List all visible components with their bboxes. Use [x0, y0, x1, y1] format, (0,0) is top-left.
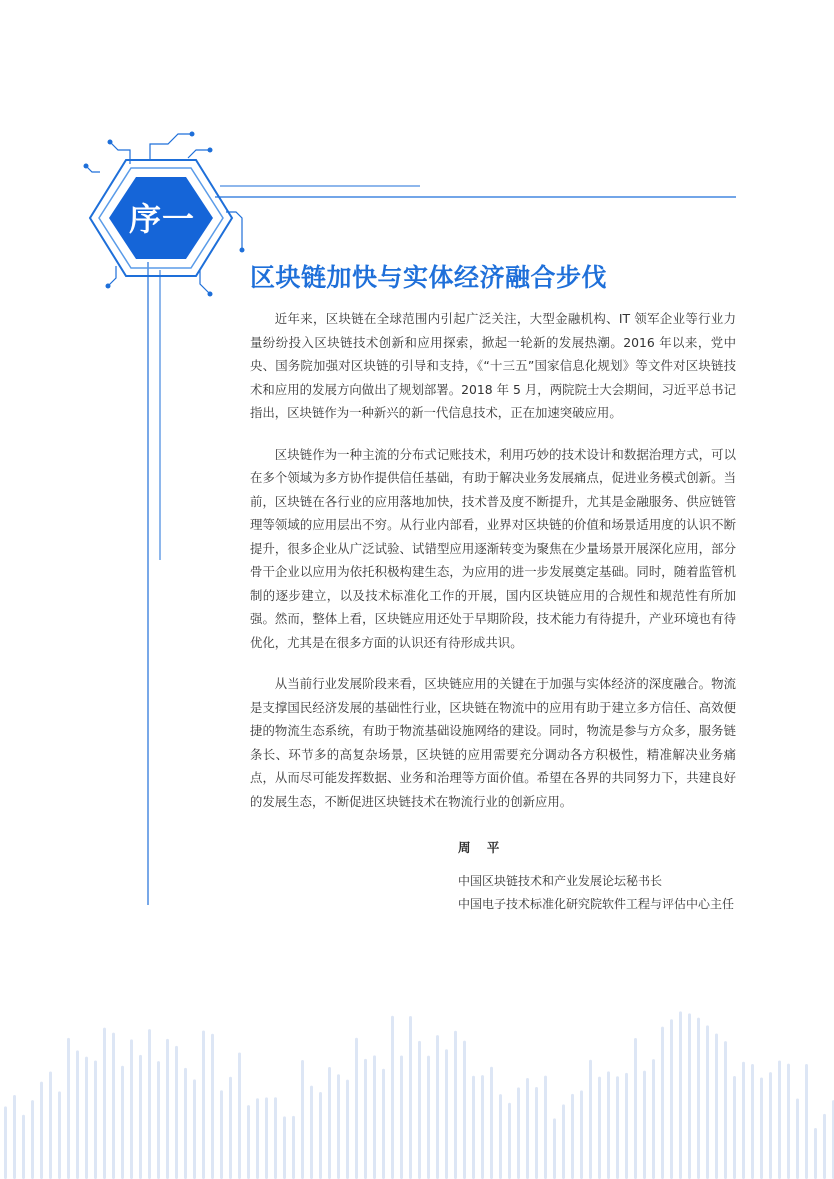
author-title-2: 中国电子技术标准化研究院软件工程与评估中心主任	[458, 897, 735, 911]
decorative-bar	[67, 1038, 70, 1179]
decorative-bar	[148, 1029, 151, 1179]
decorative-bar	[670, 1019, 673, 1179]
decorative-bar	[427, 1056, 430, 1179]
decorative-bar	[796, 1098, 799, 1179]
author-title-1: 中国区块链技术和产业发展论坛秘书长	[458, 874, 663, 888]
decorative-bar	[715, 1034, 718, 1179]
decorative-bar	[481, 1075, 484, 1179]
decorative-bar	[94, 1061, 97, 1179]
decorative-bar	[157, 1061, 160, 1179]
decorative-bar	[535, 1087, 538, 1179]
decorative-bar	[166, 1039, 169, 1179]
decorative-bar	[544, 1076, 547, 1179]
decorative-bar	[373, 1055, 376, 1179]
page-title: 区块链加快与实体经济融合步伐	[250, 263, 608, 292]
decorative-bar	[571, 1094, 574, 1179]
decorative-bar	[391, 1016, 394, 1179]
decorative-bar	[364, 1059, 367, 1179]
decorative-bar	[814, 1128, 817, 1179]
decorative-bar	[688, 1013, 691, 1179]
decorative-bar	[787, 1064, 790, 1179]
decorative-bar	[256, 1098, 259, 1179]
preface-body	[250, 307, 736, 831]
decorative-bar	[49, 1072, 52, 1179]
decorative-bar	[706, 1025, 709, 1179]
paragraph-1: 近年来，区块链在全球范围内引起广泛关注，大型金融机构、IT 领军企业等行业力量纷纷投入区块链技术创新和应用探索，掀起一轮新的发展热潮。2016 年以来，党中央、国务院加强对区块链的引导和支持，《“十三五”国家信息化规划》等文件对区块链技术和应用的发展方向做出了规划部署。2018 年 5 月，两院院士大会期间，习近平总书记指出，区块链作为一种新兴的新一代信息技术，正在加速突破应用。	[250, 311, 736, 420]
decorative-bar	[355, 1038, 358, 1179]
decorative-bar	[265, 1097, 268, 1179]
decorative-bar	[301, 1060, 304, 1179]
decorative-bar	[472, 1076, 475, 1179]
decorative-bar	[184, 1068, 187, 1179]
decorative-bar	[598, 1077, 601, 1179]
decorative-bar	[553, 1118, 556, 1179]
decorative-bar	[463, 1041, 466, 1179]
decorative-bar	[202, 1030, 205, 1179]
decorative-bar	[211, 1034, 214, 1179]
decorative-bar	[13, 1095, 16, 1179]
decorative-bar	[454, 1031, 457, 1179]
decorative-bar	[733, 1076, 736, 1179]
decorative-bar	[337, 1074, 340, 1179]
decorative-bar	[652, 1059, 655, 1179]
decorative-bar	[436, 1035, 439, 1179]
decorative-bar	[400, 1056, 403, 1179]
decorative-bar	[121, 1066, 124, 1179]
decorative-bar	[661, 1027, 664, 1179]
decorative-bar	[193, 1079, 196, 1179]
paragraph-2: 区块链作为一种主流的分布式记账技术，利用巧妙的技术设计和数据治理方式，可以在多个领域为多方协作提供信任基础，有助于解决业务发展痛点，促进业务模式创新。当前，区块链在各行业的应用落地加快，技术普及度不断提升，尤其是金融服务、供应链管理等领域的应用层出不穷。从行业内部看，业界对区块链的价值和场景适用度的认识不断提升，很多企业从广泛试验、试错型应用逐渐转变为聚焦在少量场景开展深化应用，部分骨干企业以应用为依托积极构建生态，为应用的进一步发展奠定基础。同时，随着监管机制的逐步建立，以及技术标准化工作的开展，国内区块链应用的合规性和规范性有所加强。然而，整体上看，区块链应用还处于早期阶段，技术能力有待提升，产业环境也有待优化，尤其是在很多方面的认识还有待形成共识。	[250, 446, 736, 650]
decorative-bar	[490, 1067, 493, 1179]
decorative-bar	[805, 1064, 808, 1179]
decorative-bar	[220, 1090, 223, 1179]
decorative-bar	[292, 1116, 295, 1179]
author-name: 周 平	[458, 840, 506, 855]
decorative-bar	[130, 1039, 133, 1179]
decorative-bar	[247, 1105, 250, 1179]
decorative-bar	[418, 1041, 421, 1179]
decorative-bar	[112, 1033, 115, 1179]
decorative-bar	[508, 1103, 511, 1179]
decorative-bar	[85, 1057, 88, 1179]
decorative-bar	[346, 1080, 349, 1179]
decorative-bar	[382, 1069, 385, 1179]
decorative-bar	[562, 1104, 565, 1179]
decorative-bar	[76, 1050, 79, 1179]
decorative-bar	[328, 1067, 331, 1179]
preface-badge-label: 序一	[128, 200, 195, 238]
decorative-bar	[589, 1060, 592, 1179]
decorative-bar	[22, 1115, 25, 1179]
paragraph-3: 从当前行业发展阶段来看，区块链应用的关键在于加强与实体经济的深度融合。物流是支撑国民经济发展的基础性行业，区块链在物流中的应用有助于建立多方信任、高效便捷的物流生态系统，有助于物流基础设施网络的建设。同时，物流是参与方众多，服务链条长、环节多的高复杂场景，区块链的应用需要充分调动各方积极性，精准解决业务痛点，从而尽可能发挥数据、业务和治理等方面价值。希望在各界的共同努力下，共建良好的发展生态，不断促进区块链技术在物流行业的创新应用。	[250, 676, 736, 809]
decorative-bar	[4, 1106, 7, 1179]
decorative-bar	[526, 1078, 529, 1179]
decorative-bar	[175, 1046, 178, 1179]
decorative-bar	[238, 1052, 241, 1179]
decorative-bar	[724, 1041, 727, 1179]
decorative-bar	[778, 1061, 781, 1179]
decorative-bar	[40, 1082, 43, 1179]
decorative-bar	[274, 1097, 277, 1179]
decorative-bar	[580, 1090, 583, 1179]
decorative-bar	[517, 1087, 520, 1179]
signature-block	[458, 836, 758, 916]
decorative-bar	[409, 1016, 412, 1179]
decorative-bar	[769, 1072, 772, 1179]
decorative-bar	[823, 1114, 826, 1179]
decorative-bar	[139, 1055, 142, 1179]
decorative-bar	[616, 1076, 619, 1179]
decorative-bar	[760, 1077, 763, 1179]
decorative-bar	[103, 1028, 106, 1179]
decorative-bar	[229, 1077, 232, 1179]
decorative-bar-pattern	[0, 980, 834, 1179]
decorative-bar	[499, 1094, 502, 1179]
decorative-bar	[751, 1064, 754, 1179]
decorative-bar	[310, 1086, 313, 1179]
decorative-bar	[31, 1100, 34, 1179]
decorative-bar	[58, 1091, 61, 1179]
decorative-bar	[625, 1073, 628, 1179]
decorative-bar	[634, 1038, 637, 1179]
decorative-bar	[319, 1092, 322, 1179]
decorative-bar	[742, 1062, 745, 1179]
decorative-bar	[679, 1011, 682, 1179]
decorative-bar	[697, 1018, 700, 1179]
decorative-bar	[445, 1049, 448, 1179]
decorative-bar	[607, 1071, 610, 1179]
decorative-bar	[643, 1071, 646, 1179]
decorative-bar	[283, 1116, 286, 1179]
